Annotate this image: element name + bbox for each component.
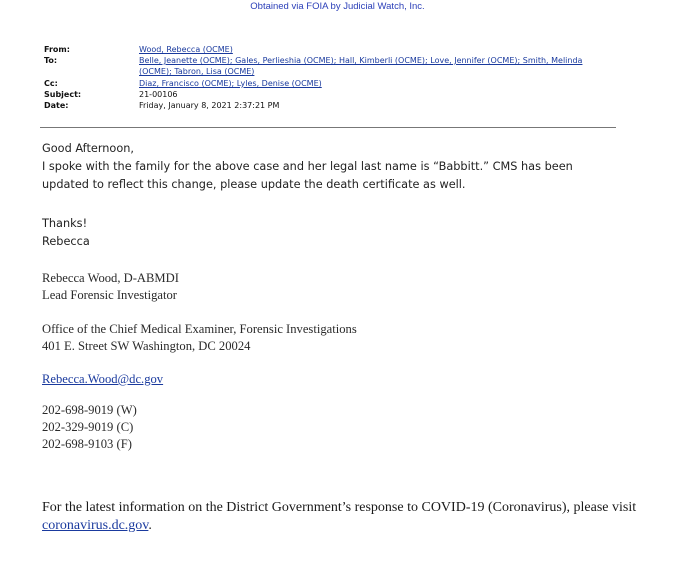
date-value: Friday, January 8, 2021 2:37:21 PM: [139, 101, 280, 110]
email-line: [42, 371, 163, 388]
from-row: [44, 44, 616, 55]
office-address: 401 E. Street SW Washington, DC 20024: [42, 339, 251, 353]
footer-end: .: [148, 518, 152, 533]
from-value[interactable]: Wood, Rebecca (OCME): [139, 45, 233, 54]
phone-block: [42, 402, 137, 453]
to-value[interactable]: Belle, Jeanette (OCME); Gales, Perlieshia (OCME); Hall, Kimberli (OCME); Love, Jennifer (OCME); Smith, Melinda (OCME); Tabron, Lisa (OCME): [139, 56, 583, 76]
date-row: [44, 100, 616, 111]
subject-label: Subject:: [44, 90, 82, 99]
from-label: From:: [44, 45, 70, 54]
office-block: [42, 321, 357, 355]
header-divider: [40, 127, 616, 128]
phone-fax: 202-698-9103 (F): [42, 437, 132, 451]
footer-text: For the latest information on the District Government’s response to COVID-19 (Coronavirus), please visit: [42, 500, 637, 515]
covid-link[interactable]: coronavirus.dc.gov: [42, 518, 149, 533]
email-body: [42, 140, 602, 194]
thanks-line: Thanks!: [42, 217, 88, 230]
closing-name: Rebecca: [42, 235, 90, 248]
phone-work: 202-698-9019 (W): [42, 403, 137, 417]
email-link[interactable]: Rebecca.Wood@dc.gov: [42, 372, 164, 386]
foia-banner: Obtained via FOIA by Judicial Watch, Inc.: [250, 1, 425, 12]
office-name: Office of the Chief Medical Examiner, Forensic Investigations: [42, 322, 357, 336]
cc-row: [44, 78, 616, 89]
subject-value: 21-00106: [139, 90, 178, 99]
phone-cell: 202-329-9019 (C): [42, 420, 134, 434]
covid-footer: [42, 499, 642, 535]
to-label: To:: [44, 56, 58, 65]
closing: [42, 215, 90, 251]
greeting: Good Afternoon,: [42, 142, 135, 155]
cc-label: Cc:: [44, 79, 58, 88]
to-row: [44, 55, 616, 77]
signature-title: Lead Forensic Investigator: [42, 288, 177, 302]
body-paragraph: I spoke with the family for the above case and her legal last name is “Babbitt.” CMS has been updated to reflect this change, please update the death certificate as well.: [42, 160, 573, 191]
email-header: [44, 44, 616, 111]
subject-row: [44, 89, 616, 100]
date-label: Date:: [44, 101, 69, 110]
signature-name: Rebecca Wood, D-ABMDI: [42, 271, 179, 285]
signature-block: [42, 270, 179, 304]
cc-value[interactable]: Diaz, Francisco (OCME); Lyles, Denise (OCME): [139, 79, 322, 88]
